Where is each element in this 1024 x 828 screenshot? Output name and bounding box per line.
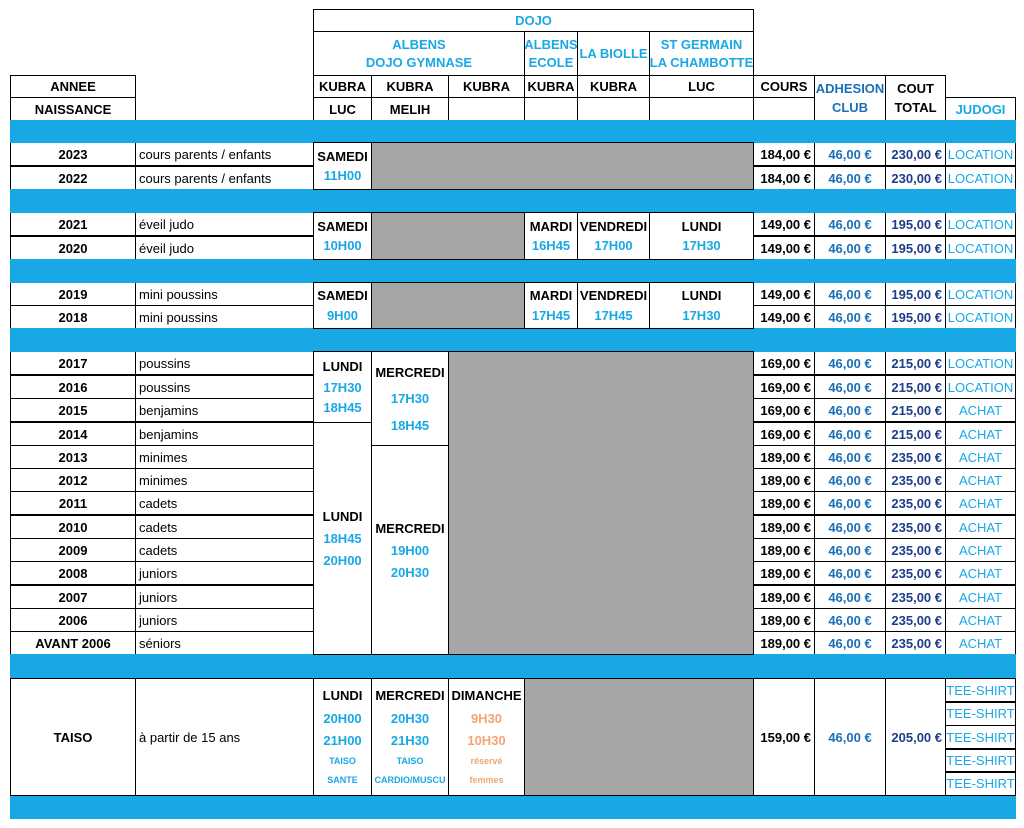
teacher-header: KUBRA [313,75,372,98]
albens-ecole-header-line: ALBENS [524,36,578,52]
judogi-cell: ACHAT [945,608,1016,632]
separator-band [10,189,1016,213]
year-cell: 2016 [10,375,136,399]
category-cell: cours parents / enfants [135,166,314,190]
year-cell: 2021 [10,212,136,236]
schedule-lundi-grands [313,422,372,655]
judogi-cell: ACHAT [945,398,1016,422]
judogi-cell: LOCATION [945,212,1016,236]
judogi-cell: ACHAT [945,422,1016,446]
schedule-lundi-poussins-line: LUNDI [322,358,363,374]
schedule-samedi-parents-line: 11H00 [323,168,362,184]
annee-header: ANNEE [10,75,136,98]
adhesion-price: 46,00 € [814,351,886,375]
schedule-lundi-poussins-line: 18H45 [323,400,362,416]
schedule-samedi-eveil [313,212,372,260]
cours-price: 189,00 € [753,538,815,562]
st-germain-header-line: ST GERMAIN [660,36,743,52]
adhesion-header-line: CLUB [831,100,869,115]
taiso-lundi-line: LUNDI [322,687,363,703]
teacher-header-2 [448,97,525,121]
cours-price: 189,00 € [753,585,815,609]
year-cell: 2018 [10,305,136,329]
schedule-mercredi-poussins [371,351,449,446]
schedule-vendredi-eveil-line: 17H00 [594,238,633,254]
judogi-cell: ACHAT [945,491,1016,515]
cours-price: 189,00 € [753,515,815,539]
category-cell: juniors [135,608,314,632]
closed-block [371,142,754,190]
schedule-lundi-grands-line: 18H45 [323,531,362,546]
judogi-cell: LOCATION [945,351,1016,375]
judogi-cell: LOCATION [945,282,1016,306]
schedule-mercredi-poussins-line: 17H30 [390,391,430,406]
total-price: 195,00 € [885,305,946,329]
category-cell: poussins [135,375,314,399]
cours-price: 189,00 € [753,561,815,585]
category-cell: mini poussins [135,305,314,329]
schedule-vendredi-eveil [577,212,650,260]
tee-shirt-cell: TEE-SHIRT [945,701,1016,726]
total-price: 195,00 € [885,236,946,260]
closed-block [371,212,525,260]
taiso-lundi-line: 20H00 [323,710,362,726]
cours-price: 169,00 € [753,398,815,422]
adhesion-header [814,75,886,121]
schedule-mardi-eveil-line: 16H45 [531,238,571,254]
judogi-cell: ACHAT [945,515,1016,539]
category-cell: éveil judo [135,236,314,260]
separator-band [10,795,1016,819]
schedule-samedi-parents-line: SAMEDI [317,148,368,164]
schedule-samedi-eveil-line: SAMEDI [317,218,368,234]
adhesion-price: 46,00 € [814,561,886,585]
judogi-cell: ACHAT [945,468,1016,492]
year-cell: 2022 [10,166,136,190]
schedule-mercredi-grands [371,445,449,655]
separator-band [10,259,1016,283]
separator-band [10,120,1016,143]
year-cell: 2013 [10,445,136,469]
taiso-dimanche-line: DIMANCHE [451,687,522,703]
year-cell: 2014 [10,422,136,446]
year-cell: 2010 [10,515,136,539]
tee-shirt-cell: TEE-SHIRT [945,771,1016,796]
taiso-lundi-line: TAISO [329,756,356,767]
adhesion-price: 46,00 € [814,538,886,562]
cours-price: 184,00 € [753,166,815,190]
category-cell: cadets [135,515,314,539]
taiso-dimanche-line: réservé [470,756,503,767]
total-price: 235,00 € [885,538,946,562]
judogi-cell: ACHAT [945,561,1016,585]
cours-price: 189,00 € [753,491,815,515]
category-cell: éveil judo [135,212,314,236]
schedule-mercredi-grands-line: MERCREDI [375,520,445,536]
adhesion-price: 46,00 € [814,212,886,236]
adhesion-price: 46,00 € [814,468,886,492]
schedule-mardi-eveil [524,212,578,260]
adhesion-header-line: ADHESION [815,81,885,96]
cout-header-line: TOTAL [894,100,937,115]
adhesion-price: 46,00 € [814,422,886,446]
schedule-lundi-grands-line: LUNDI [322,509,363,524]
judogi-cell: ACHAT [945,631,1016,655]
cours-price: 149,00 € [753,305,815,329]
adhesion-price: 46,00 € [814,585,886,609]
category-cell: benjamins [135,398,314,422]
adhesion-price: 46,00 € [814,142,886,166]
category-cell: juniors [135,585,314,609]
total-price: 215,00 € [885,351,946,375]
teacher-header-2 [524,97,578,121]
teacher-header-2 [649,97,754,121]
teacher-header: LUC [649,75,754,98]
dojo-header: DOJO [313,9,754,32]
cout-header-line: COUT [897,81,934,96]
total-price: 215,00 € [885,375,946,399]
taiso-mercredi-line: 20H30 [390,710,430,726]
category-cell: cadets [135,491,314,515]
teacher-header: KUBRA [448,75,525,98]
total-price: 215,00 € [885,422,946,446]
year-cell: 2009 [10,538,136,562]
year-cell: AVANT 2006 [10,631,136,655]
total-price: 230,00 € [885,166,946,190]
cours-header: COURS [753,75,815,98]
st-germain-header-line: LA CHAMBOTTE [649,55,754,71]
separator-band [10,328,1016,352]
schedule-vendredi-mini [577,282,650,329]
adhesion-price: 46,00 € [814,236,886,260]
tee-shirt-cell: TEE-SHIRT [945,725,1016,750]
year-cell: 2019 [10,282,136,306]
albens-dojo-gymnase-header [313,31,525,76]
taiso-mercredi-line: TAISO [396,756,424,767]
total-price: 235,00 € [885,585,946,609]
adhesion-price: 46,00 € [814,282,886,306]
teacher-header: KUBRA [371,75,449,98]
cours-price: 189,00 € [753,608,815,632]
judogi-cell: ACHAT [945,538,1016,562]
teacher-header-2: MELIH [371,97,449,121]
judogi-cell: LOCATION [945,375,1016,399]
total-price: 235,00 € [885,515,946,539]
category-cell: benjamins [135,422,314,446]
schedule-mardi-mini-line: MARDI [529,288,573,304]
year-cell: 2006 [10,608,136,632]
schedule-vendredi-mini-line: 17H45 [594,307,633,323]
cours-price: 169,00 € [753,375,815,399]
year-cell: 2020 [10,236,136,260]
schedule-lundi-poussins-line: 17H30 [323,379,362,395]
taiso-dimanche-line: 9H30 [470,710,503,726]
la-biolle-header: LA BIOLLE [577,31,650,76]
albens-ecole-header [524,31,578,76]
total-price: 235,00 € [885,468,946,492]
taiso-lundi-line: 21H00 [323,733,362,749]
cours-price: 169,00 € [753,422,815,446]
cours-price: 149,00 € [753,282,815,306]
adhesion-price: 46,00 € [814,445,886,469]
taiso-lundi-line: SANTE [327,775,358,786]
category-cell: cours parents / enfants [135,142,314,166]
blank-header [135,75,314,121]
schedule-lundi-eveil [649,212,754,260]
schedule-mardi-eveil-line: MARDI [529,218,573,234]
category-cell: juniors [135,561,314,585]
judogi-cell: ACHAT [945,585,1016,609]
taiso-mercredi-line: MERCREDI [375,687,445,703]
year-cell: 2012 [10,468,136,492]
taiso-label: TAISO [10,678,136,796]
taiso-mercredi [371,678,449,796]
schedule-mercredi-poussins-line: MERCREDI [375,364,445,380]
schedule-samedi-eveil-line: 10H00 [323,238,362,254]
taiso-dimanche [448,678,525,796]
category-cell: séniors [135,631,314,655]
cout-header [885,75,946,121]
albens-ecole-header-line: ECOLE [528,55,574,71]
cours-price: 169,00 € [753,351,815,375]
judogi-cell: ACHAT [945,445,1016,469]
adhesion-price: 46,00 € [814,375,886,399]
albens-dojo-gymnase-header-line: DOJO GYMNASE [365,55,473,71]
schedule-lundi-eveil-line: LUNDI [681,218,722,234]
taiso-lundi [313,678,372,796]
teacher-header-2: LUC [313,97,372,121]
naissance-header: NAISSANCE [10,97,136,121]
judogi-cell: LOCATION [945,166,1016,190]
teacher-header: KUBRA [577,75,650,98]
cours-price: 184,00 € [753,142,815,166]
adhesion-price: 46,00 € [814,491,886,515]
taiso-cours-price: 159,00 € [753,678,815,796]
category-cell: minimes [135,445,314,469]
schedule-lundi-mini [649,282,754,329]
adhesion-price: 46,00 € [814,608,886,632]
schedule-samedi-mini [313,282,372,329]
albens-dojo-gymnase-header-line: ALBENS [392,36,446,52]
closed-block [524,678,754,796]
total-price: 230,00 € [885,142,946,166]
total-price: 235,00 € [885,608,946,632]
schedule-lundi-eveil-line: 17H30 [682,238,721,254]
judogi-cell: LOCATION [945,236,1016,260]
adhesion-price: 46,00 € [814,515,886,539]
taiso-total-price: 205,00 € [885,678,946,796]
teacher-header: KUBRA [524,75,578,98]
separator-band [10,654,1016,679]
category-cell: minimes [135,468,314,492]
total-price: 215,00 € [885,398,946,422]
total-price: 235,00 € [885,491,946,515]
total-price: 195,00 € [885,212,946,236]
taiso-category: à partir de 15 ans [135,678,314,796]
taiso-adhesion-price: 46,00 € [814,678,886,796]
schedule-mardi-mini [524,282,578,329]
judogi-cell: LOCATION [945,305,1016,329]
taiso-mercredi-line: CARDIO/MUSCU [374,775,446,786]
schedule-lundi-mini-line: 17H30 [682,307,721,323]
category-cell: mini poussins [135,282,314,306]
schedule-lundi-poussins [313,351,372,423]
schedule-mardi-mini-line: 17H45 [531,307,571,323]
cours-header-blank [753,97,815,121]
cours-price: 189,00 € [753,445,815,469]
closed-block [448,351,754,655]
schedule-samedi-mini-line: 9H00 [326,307,359,323]
adhesion-price: 46,00 € [814,631,886,655]
year-cell: 2017 [10,351,136,375]
tee-shirt-cell: TEE-SHIRT [945,748,1016,773]
teacher-header-2 [577,97,650,121]
closed-block [371,282,525,329]
schedule-vendredi-eveil-line: VENDREDI [579,218,648,234]
taiso-mercredi-line: 21H30 [390,733,430,749]
year-cell: 2011 [10,491,136,515]
schedule-lundi-grands-line: 20H00 [323,553,362,568]
schedule-mercredi-grands-line: 20H30 [390,564,430,580]
judogi-cell: LOCATION [945,142,1016,166]
adhesion-price: 46,00 € [814,166,886,190]
judogi-header: JUDOGI [945,97,1016,121]
st-germain-header [649,31,754,76]
year-cell: 2015 [10,398,136,422]
cours-price: 189,00 € [753,631,815,655]
tee-shirt-cell: TEE-SHIRT [945,678,1016,703]
cours-price: 149,00 € [753,212,815,236]
schedule-mercredi-grands-line: 19H00 [390,542,430,558]
category-cell: poussins [135,351,314,375]
schedule-samedi-mini-line: SAMEDI [317,288,368,304]
schedule-samedi-parents [313,142,372,190]
cours-price: 149,00 € [753,236,815,260]
cours-price: 189,00 € [753,468,815,492]
total-price: 235,00 € [885,631,946,655]
adhesion-price: 46,00 € [814,398,886,422]
taiso-dimanche-line: femmes [469,775,504,786]
year-cell: 2008 [10,561,136,585]
total-price: 235,00 € [885,445,946,469]
taiso-dimanche-line: 10H30 [467,733,506,749]
schedule-lundi-mini-line: LUNDI [681,288,722,304]
total-price: 195,00 € [885,282,946,306]
schedule-vendredi-mini-line: VENDREDI [579,288,648,304]
year-cell: 2023 [10,142,136,166]
category-cell: cadets [135,538,314,562]
year-cell: 2007 [10,585,136,609]
adhesion-price: 46,00 € [814,305,886,329]
total-price: 235,00 € [885,561,946,585]
schedule-mercredi-poussins-line: 18H45 [390,417,430,433]
